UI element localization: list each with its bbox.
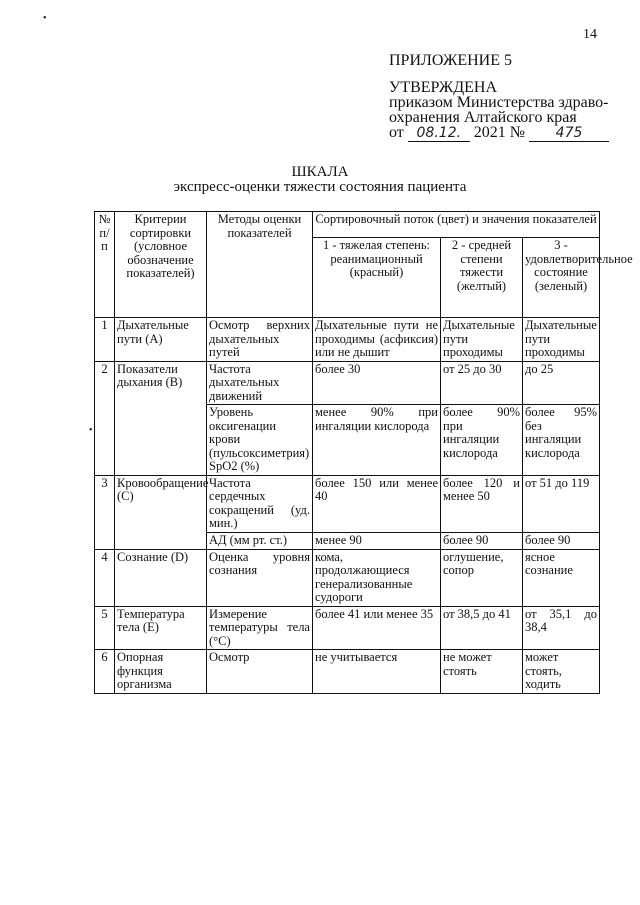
table-row <box>95 650 600 694</box>
row-satisfactory: более 90 <box>523 532 600 549</box>
row-moderate: оглушение, сопор <box>441 549 523 606</box>
row-method: Уровень оксигенации крови (пульсоксиметрия) SpO2 (%) <box>207 405 313 476</box>
row-method: Осмотр верхних дыхательных путей <box>207 318 313 362</box>
row-moderate: Дыхательные пути проходимы <box>441 318 523 362</box>
row-moderate: более 90 <box>441 532 523 549</box>
header-flow: Сортировочный поток (цвет) и значения показателей <box>313 212 600 238</box>
header-satisfactory: 3 - удовлетворительное состояние (зеленый) <box>523 238 600 318</box>
row-num: 4 <box>95 549 115 606</box>
table-row <box>95 361 600 405</box>
speck-mark: • <box>43 13 47 24</box>
row-moderate: от 25 до 30 <box>441 361 523 405</box>
row-satisfactory: от 35,1 до 38,4 <box>523 606 600 650</box>
approval-year: 2021 № <box>473 124 526 141</box>
header-severe: 1 - тяжелая степень: реанимационный (красный) <box>313 238 441 318</box>
row-severe: кома, продолжающиеся генерализованные судороги <box>313 549 441 606</box>
row-num: 1 <box>95 318 115 362</box>
appendix-label: ПРИЛОЖЕНИЕ 5 <box>389 52 513 69</box>
row-severe: более 150 или менее 40 <box>313 475 441 532</box>
row-satisfactory: Дыхательные пути проходимы <box>523 318 600 362</box>
row-num: 5 <box>95 606 115 650</box>
row-satisfactory: до 25 <box>523 361 600 405</box>
approval-block <box>389 80 609 142</box>
approval-line: приказом Министерства здраво- <box>389 94 609 111</box>
title-main: ШКАЛА <box>291 164 349 180</box>
row-moderate: более 120 и менее 50 <box>441 475 523 532</box>
approval-from: от <box>389 124 404 141</box>
row-moderate: не может стоять <box>441 650 523 694</box>
row-criterion: Кровообращение (C) <box>115 475 207 549</box>
row-method: Оценка уровня сознания <box>207 549 313 606</box>
row-num: 2 <box>95 361 115 475</box>
row-moderate: от 38,5 до 41 <box>441 606 523 650</box>
row-method: АД (мм рт. ст.) <box>207 532 313 549</box>
table-row <box>95 549 600 606</box>
handwritten-date: 08.12. <box>408 126 470 142</box>
handwritten-order-number: 475 <box>529 126 609 142</box>
row-severe: Дыхательные пути не проходимы (асфиксия) или не дышит <box>313 318 441 362</box>
row-severe: менее 90% при ингаляции кислорода <box>313 405 441 476</box>
speck-mark: • <box>89 425 93 436</box>
table-row <box>95 318 600 362</box>
row-criterion: Дыхательные пути (A) <box>115 318 207 362</box>
row-method: Измерение температуры тела (°C) <box>207 606 313 650</box>
approval-line: охранения Алтайского края <box>389 109 577 126</box>
header-criteria: Критерии сортировки (условное обозначение показателей) <box>115 212 207 318</box>
row-satisfactory: может стоять, ходить <box>523 650 600 694</box>
row-satisfactory: более 95% без ингаляции кислорода <box>523 405 600 476</box>
row-num: 3 <box>95 475 115 549</box>
title-sub: экспресс-оценки тяжести состояния пациента <box>173 179 467 195</box>
document-title <box>0 165 640 195</box>
row-severe: не учитывается <box>313 650 441 694</box>
row-method: Частота дыхательных движений <box>207 361 313 405</box>
header-moderate: 2 - средней степени тяжести (желтый) <box>441 238 523 318</box>
row-satisfactory: от 51 до 119 <box>523 475 600 532</box>
row-method: Частота сердечных сокращений (уд. мин.) <box>207 475 313 532</box>
row-satisfactory: ясное сознание <box>523 549 600 606</box>
row-moderate: более 90% при ингаляции кислорода <box>441 405 523 476</box>
row-num: 6 <box>95 650 115 694</box>
header-num: № п/п <box>95 212 115 318</box>
row-severe: менее 90 <box>313 532 441 549</box>
approval-title: УТВЕРЖДЕНА <box>389 79 498 96</box>
page-number: 14 <box>583 27 597 42</box>
table-row <box>95 475 600 532</box>
row-method: Осмотр <box>207 650 313 694</box>
table-row <box>95 606 600 650</box>
row-criterion: Сознание (D) <box>115 549 207 606</box>
row-criterion: Опорная функция организма <box>115 650 207 694</box>
row-criterion: Показатели дыхания (B) <box>115 361 207 475</box>
row-severe: более 30 <box>313 361 441 405</box>
triage-scale-table <box>94 211 633 694</box>
row-criterion: Температура тела (E) <box>115 606 207 650</box>
header-methods: Методы оценки показателей <box>207 212 313 318</box>
approval-date-line <box>389 125 609 142</box>
row-severe: более 41 или менее 35 <box>313 606 441 650</box>
